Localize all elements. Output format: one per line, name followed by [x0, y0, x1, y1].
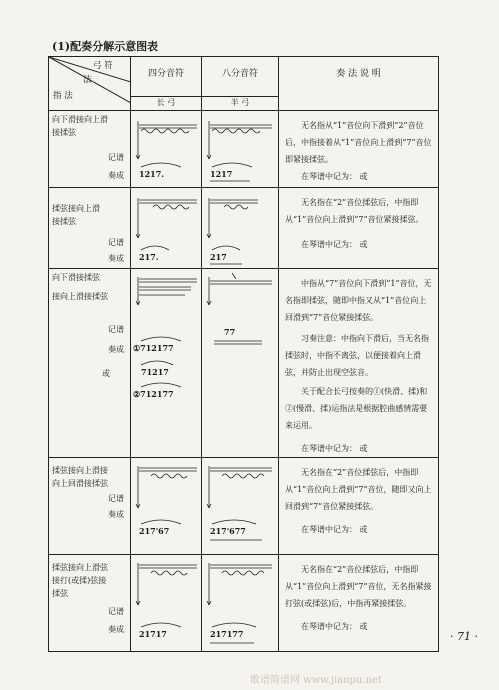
- technique-cell: 揉弦接向上滑接 向上回滑接揉弦 记谱 奏成: [49, 458, 131, 555]
- page-number: · 71 ·: [450, 630, 478, 643]
- table-row: [49, 188, 439, 269]
- bow-half-label: 半 弓: [202, 97, 279, 111]
- quarter-notation: 217.: [139, 252, 159, 262]
- corner-bow-label: 弓 符: [93, 61, 113, 71]
- quarter-notation: 1217.: [139, 169, 165, 179]
- eighth-notation: 217177: [210, 629, 244, 639]
- eighth-notation: 217'677: [210, 526, 246, 536]
- notation-label: 记谱: [108, 494, 124, 503]
- quarter-notation-cell: [131, 555, 202, 652]
- fingering-table: [48, 56, 439, 652]
- col-description: 奏 法 说 明: [279, 57, 439, 111]
- eighth-notation: 77: [224, 327, 236, 337]
- description-cell: 无名指在“2”音位揉弦后，中指即从“1”音位向上滑到“7”音位紧接揉弦。 在琴谱中记为： 或: [279, 188, 439, 269]
- performance-label: 奏成: [108, 625, 124, 634]
- table-row: [49, 269, 439, 458]
- table-row: [49, 555, 439, 652]
- corner-finger-label: 指 法: [53, 91, 73, 101]
- alt-label: 或: [102, 369, 110, 378]
- eighth-notation-cell: [202, 111, 279, 188]
- description-cell: 无名指在“2”音位揉弦后，中指即从“1”音位向上滑到“7”音位，无名指紧接打弦(或揉弦)后，中指再紧接揉弦。 在琴谱中记为： 或: [279, 555, 439, 652]
- bow-long-label: 长 弓: [131, 97, 202, 111]
- quarter-notation-cell: [131, 269, 202, 458]
- eighth-notation: 1217: [210, 169, 233, 179]
- quarter-notation-cell: [131, 188, 202, 269]
- quarter-notation: 217'67: [139, 526, 170, 536]
- technique-cell: 揉弦接向上滑弦 接打(或揉)弦接 揉弦 记谱 奏成: [49, 555, 131, 652]
- table-row: [49, 111, 439, 188]
- quarter-notation-or: 71217: [141, 367, 169, 377]
- eighth-notation: 217: [210, 252, 227, 262]
- technique-cell: 向下滑接向上滑 接揉弦 记谱 奏成: [49, 111, 131, 188]
- corner-header: [49, 57, 131, 111]
- quarter-notation-1: ①712177: [133, 343, 174, 353]
- performance-label: 奏成: [108, 171, 124, 180]
- table-row: [49, 458, 439, 555]
- watermark: 歌谱简谱网 www.jianpu.net: [250, 675, 382, 686]
- eighth-notation-cell: [202, 555, 279, 652]
- quarter-notation: 21717: [139, 629, 167, 639]
- eighth-notation-cell: [202, 269, 279, 458]
- quarter-notation-cell: [131, 111, 202, 188]
- description-cell: 无名指在“2”音位揉弦后，中指即从“1”音位向上滑到“7”音位，随即又向上回滑到“7”音位紧接揉弦。 在琴谱中记为： 或: [279, 458, 439, 555]
- notation-label: 记谱: [108, 153, 124, 162]
- col-quarter-note: 四分音符: [131, 57, 202, 97]
- performance-label: 奏成: [108, 254, 124, 263]
- corner-method-label: 法: [83, 75, 92, 85]
- notation-label: 记谱: [108, 607, 124, 616]
- eighth-notation-cell: [202, 458, 279, 555]
- quarter-notation-cell: [131, 458, 202, 555]
- performance-label: 奏成: [108, 345, 124, 354]
- notation-label: 记谱: [108, 325, 124, 334]
- technique-cell: 向下滑接揉弦 接向上滑接揉弦 记谱 奏成 或: [49, 269, 131, 458]
- col-eighth-note: 八分音符: [202, 57, 279, 97]
- eighth-notation-cell: [202, 188, 279, 269]
- table-caption: (1)配奏分解示意图表: [52, 40, 159, 53]
- technique-cell: 揉弦接向上滑 接揉弦 记谱 奏成: [49, 188, 131, 269]
- quarter-notation-2: ②712177: [133, 389, 174, 399]
- notation-label: 记谱: [108, 238, 124, 247]
- description-cell: 中指从“7”音位向下滑到“1”音位，无名指即揉弦，随即中指又从“1”音位向上回滑到“7”音位紧接揉弦。 习奏注意：中指向下滑后，当无名指揉弦时，中指不离弦，以便接着向上滑弦，并防止出现空弦音。 关于配合长弓按奏的①(快滑、揉)和②(慢滑、揉)运指法是根据腔曲感情需要来运用。 在琴谱中记为： 或: [279, 269, 439, 458]
- description-cell: 无名指从“1”音位向下滑到“2”音位后，中指接着从“1”音位向上滑到“7”音位即紧接揉弦。 在琴谱中记为： 或: [279, 111, 439, 188]
- performance-label: 奏成: [108, 510, 124, 519]
